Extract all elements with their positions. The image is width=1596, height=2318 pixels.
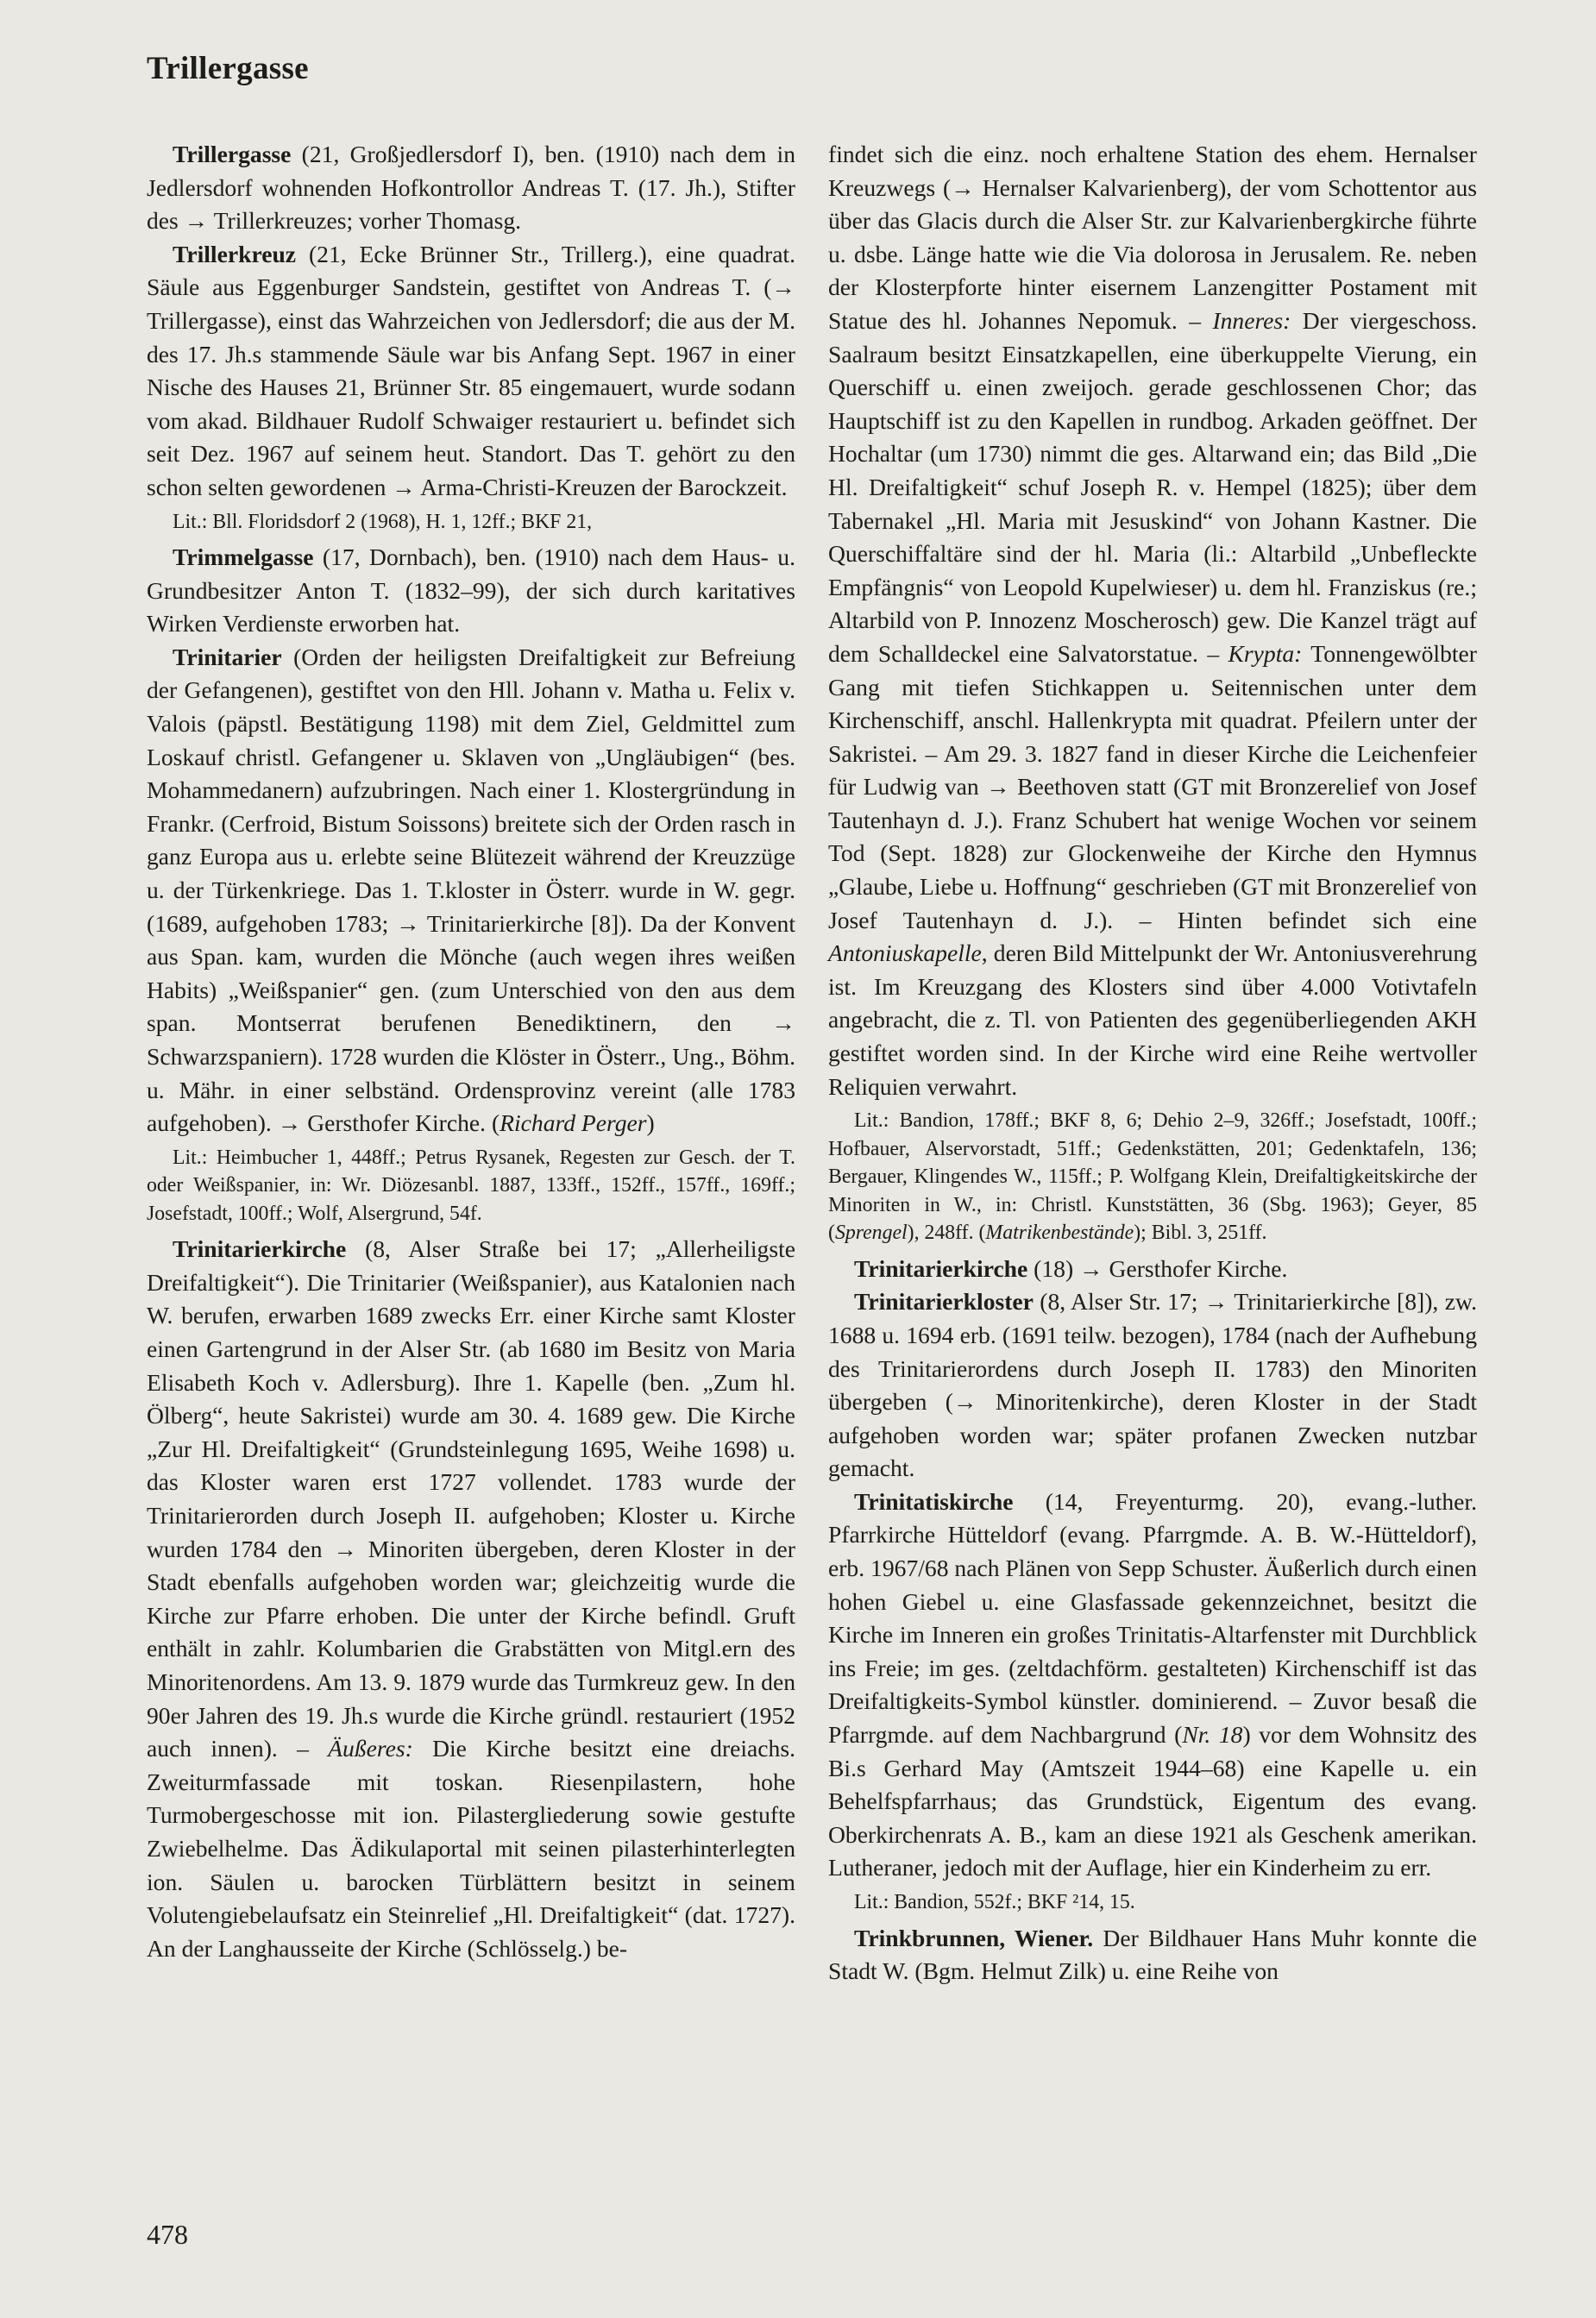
italic-text: Matrikenbestände xyxy=(985,1222,1134,1245)
dictionary-entry xyxy=(147,238,795,505)
entry-text: (8, Alser Straße bei 17; „Allerheiligste Dreifaltigkeit“). Die Trinitarier (Weißspanier), aus Katalonien nach W. berufen, erwarben 1689 zwecks Err. einer Kirche samt Kloster einen Gartengrund in der Alser Str. (ab 1680 im Besitz von Maria Elisabeth Koch v. Adlersburg). Ihre 1. Kapelle (ben. „Zum hl. Ölberg“, heute Sakristei) wurde am 30. 4. 1689 gew. Die Kirche „Zur Hl. Dreifaltigkeit“ (Grundsteinlegung 1695, Weihe 1698) u. das Kloster waren erst 1727 vollendet. 1783 wurde der Trinitarierorden durch Joseph II. aufgehoben; Kloster u. Kirche wurden 1784 den → Minoriten übergeben, deren Kloster in der Stadt ebenfalls aufgehoben worden war; gleichzeitig wurde die Kirche zur Pfarre erhoben. Die unter der Kirche befindl. Gruft enthält in zahlr. Kolumbarien die Grabstätten von Mitgl.ern des Minoritenordens. Am 13. 9. 1879 wurde das Turmkreuz gew. In den 90er Jahren des 19. Jh.s wurde die Kirche gründl. restauriert (1952 auch innen). – xyxy=(147,1235,795,1762)
entry-text: (17, Dornbach), ben. (1910) nach dem Haus- u. Grundbesitzer Anton T. (1832–99), der sich durch karitatives Wirken Verdienste erworben hat. xyxy=(147,543,795,638)
entry-text: Die Kirche besitzt eine dreiachs. Zweiturmfassade mit toskan. Riesenpilastern, hohe Turmobergeschosse mit ion. Pilastergliederung sowie gestufte Zwiebelhelme. Das Ädikulaportal mit seinen pilasterhinterlegten ion. Säulen u. barocken Türblättern besitzt in seinem Volutengiebelaufsatz ein Steinrelief „Hl. Dreifaltigkeit“ (dat. 1727). An der Langhausseite der Kirche (Schlösselg.) be- xyxy=(147,1735,795,1962)
entry-text: Der Bildhauer Hans Muhr konnte die Stadt W. (Bgm. Helmut Zilk) u. eine Reihe von xyxy=(828,1924,1477,1985)
literature-note xyxy=(828,1888,1477,1917)
entry-text: ) vor dem Wohnsitz des Bi.s Gerhard May (Amtszeit 1944–68) eine Kapelle u. ein Behelfspfarrhaus; das Grundstück, Eigentum des evang. Oberkirchenrats A. B., kam an diese 1921 als Geschenk amerikan. Lutheraner, jedoch mit der Auflage, hier ein Kinderheim zu err. xyxy=(828,1721,1478,1881)
dictionary-entry xyxy=(147,138,795,238)
italic-text: Richard Perger xyxy=(500,1109,647,1137)
entry-text: Lit.: Heimbucher 1, 448ff.; Petrus Rysanek, Regesten zur Gesch. der T. oder Weißspanier, in: Wr. Diözesanbl. 1887, 133ff., 152ff., 157ff., 169ff.; Josefstadt, 100ff.; Wolf, Alsergrund, 54f. xyxy=(147,1146,795,1225)
entry-headword: Trinitarier xyxy=(173,643,282,670)
dictionary-entry xyxy=(828,1486,1477,1885)
left-column xyxy=(147,138,795,1965)
right-column xyxy=(828,138,1477,1988)
entry-headword: Trinitarierkloster xyxy=(854,1288,1034,1316)
dictionary-entry xyxy=(147,641,795,1140)
entry-continuation xyxy=(828,138,1477,1103)
entry-text: findet sich die einz. noch erhaltene Station des ehem. Hernalser Kreuzwegs (→ Hernalser Kalvarienberg), der vom Schottentor aus über das Glacis durch die Alser Str. zur Kalvarienbergkirche führte u. dsbe. Länge hatte wie die Via dolorosa in Jerusalem. Re. neben der Klosterpforte hinter eisernem Lanzengitter Postament mit Statue des hl. Johannes Nepomuk. – xyxy=(828,141,1477,334)
italic-text: Krypta: xyxy=(1228,639,1303,667)
entry-text: (18) → Gersthofer Kirche. xyxy=(1027,1254,1288,1282)
entry-text: (21, Ecke Brünner Str., Trillerg.), eine quadrat. Säule aus Eggenburger Sandstein, gestiftet von Andreas T. (→ Trillergasse), einst das Wahrzeichen von Jedlersdorf; die aus der M. des 17. Jh.s stammende Säule war bis Anfang Sept. 1967 in einer Nische des Hauses 21, Brünner Str. 85 eingemauert, wurde sodann vom akad. Bildhauer Rudolf Schwaiger restauriert u. befindet sich seit Dez. 1967 auf seinem heut. Standort. Das T. gehört zu den schon selten gewordenen → Arma-Christi-Kreuzen der Barockzeit. xyxy=(147,240,795,500)
entry-headword: Trillergasse xyxy=(173,141,292,167)
running-head: Trillergasse xyxy=(147,51,309,86)
italic-text: Antoniuskapelle xyxy=(828,939,982,967)
entry-text: (8, Alser Str. 17; → Trinitarierkirche [8]), zw. 1688 u. 1694 erb. (1691 teilw. bezogen), 1784 (nach der Aufhebung des Trinitarierordens durch Joseph II. 1783) den Minoriten übergeben (→ Minoritenkirche), deren Kloster in der Stadt aufgehoben worden war; später profanen Zwecken nutzbar gemacht. xyxy=(828,1288,1477,1482)
italic-text: Sprengel xyxy=(834,1222,908,1245)
entry-text: , deren Bild Mittelpunkt der Wr. Antoniusverehrung ist. Im Kreuzgang des Klosters sind über 4.000 Votivtafeln angebracht, die z. Tl. von Patienten des gegenüberliegenden AKH gestiftet worden sind. In der Kirche wird eine Reihe wertvoller Reliquien verwahrt. xyxy=(828,939,1477,1100)
entry-headword: Trinitarierkirche xyxy=(173,1235,347,1263)
entry-text: Lit.: Bandion, 178ff.; BKF 8, 6; Dehio 2–9, 326ff.; Josefstadt, 100ff.; Hofbauer, Alservorstadt, 51ff.; Gedenkstätten, 201; Gedenktafeln, 136; Bergauer, Klingendes W., 115ff.; P. Wolfgang Klein, Dreifaltigkeitskirche der Minoriten in W., in: Christl. Kunststätten, 36 (Sbg. 1963); Geyer, 85 ( xyxy=(828,1109,1477,1245)
dictionary-entry xyxy=(828,1922,1477,1988)
entry-text: Der viergeschoss. Saalraum besitzt Einsatzkapellen, eine überkuppelte Vierung, ein Querschiff u. einen zweijoch. gerade geschlossenen Chor; das Hauptschiff ist zu den Kapellen in rundbog. Arkaden geöffnet. Der Hochaltar (um 1730) nimmt die ges. Altarwand ein; das Bild „Die Hl. Dreifaltigkeit“ schuf Joseph R. v. Hempel (1825); über dem Tabernakel „Hl. Maria mit Jesuskind“ von Johann Kastner. Die Querschiffaltäre sind der hl. Maria (li.: Altarbild „Unbefleckte Empfängnis“ von Leopold Kupelwieser) u. dem hl. Franziskus (re.; Altarbild von P. Innozenz Moscherosch) gew. Die Kanzel trägt auf dem Schalldeckel eine Salvatorstatue. – xyxy=(828,306,1478,667)
entry-text: ); Bibl. 3, 251ff. xyxy=(1134,1222,1267,1245)
literature-note xyxy=(828,1107,1477,1247)
dictionary-entry xyxy=(147,541,795,641)
entry-text: Tonnengewölbter Gang mit tiefen Stichkappen u. Seitennischen unter dem Kirchenschiff, anschl. Hallenkrypta mit quadrat. Pfeilern unter der Sakristei. – Am 29. 3. 1827 fand in dieser Kirche die Leichenfeier für Ludwig van → Beethoven statt (GT mit Bronzerelief von Josef Tautenhayn d. J.). Franz Schubert hat wenige Wochen vor seinem Tod (Sept. 1828) zur Glockenweihe der Kirche den Hymnus „Glaube, Liebe u. Hoffnung“ geschrieben (GT mit Bronzerelief von Josef Tautenhayn d. J.). – Hinten befindet sich eine xyxy=(828,639,1477,933)
entry-headword: Trinkbrunnen, Wiener. xyxy=(854,1924,1094,1951)
dictionary-entry xyxy=(828,1253,1477,1286)
italic-text: Nr. 18 xyxy=(1182,1721,1243,1749)
entry-headword: Trillerkreuz xyxy=(173,240,297,267)
entry-text: Lit.: Bll. Floridsdorf 2 (1968), H. 1, 12ff.; BKF 21, xyxy=(173,510,593,533)
italic-text: Äußeres: xyxy=(328,1735,413,1762)
entry-headword: Trinitatiskirche xyxy=(854,1487,1014,1515)
entry-headword: Trimmelgasse xyxy=(173,543,314,571)
italic-text: Inneres: xyxy=(1212,306,1291,334)
entry-text: ), 248ff. ( xyxy=(907,1222,986,1245)
entry-text: ) xyxy=(646,1109,655,1137)
entry-text: (14, Freyenturmg. 20), evang.-luther. Pfarrkirche Hütteldorf (evang. Pfarrgmde. A. B. W.-Hütteldorf), erb. 1967/68 nach Plänen von Sepp Schuster. Äußerlich durch einen hohen Giebel u. eine Glasfassade gekennzeichnet, besitzt die Kirche im Inneren ein großes Trinitatis-Altarfenster mit Durchblick ins Freie; im ges. (zeltdachförm. gestalteten) Kirchenschiff ist das Dreifaltigkeits-Symbol künstler. dominierend. – Zuvor besaß die Pfarrgmde. auf dem Nachbargrund ( xyxy=(828,1487,1477,1749)
dictionary-entry xyxy=(147,1233,795,1965)
page-number: 478 xyxy=(147,2219,188,2250)
entry-text: Lit.: Bandion, 552f.; BKF ²14, 15. xyxy=(854,1891,1135,1913)
entry-text: (Orden der heiligsten Dreifaltigkeit zur Befreiung der Gefangenen), gestiftet von den Hll. Johann v. Matha u. Felix v. Valois (päpstl. Bestätigung 1198) mit dem Ziel, Geldmittel zum Loskauf christl. Gefangener u. Sklaven von „Ungläubigen“ (bes. Mohammedanern) aufzubringen. Nach einer 1. Klostergründung in Frankr. (Cerfroid, Bistum Soissons) breitete sich der Orden rasch in ganz Europa aus u. erlebte seine Blütezeit während der Kreuzzüge u. der Türkenkriege. Das 1. T.kloster in Österr. wurde in W. gegr. (1689, aufgehoben 1783; → Trinitarierkirche [8]). Da der Konvent aus Span. kam, wurden die Mönche (auch wegen ihres weißen Habits) „Weißspanier“ gen. (zum Unterschied von den aus dem span. Montserrat berufenen Benediktinern, den → Schwarzspaniern). 1728 wurden die Klöster in Österr., Ung., Böhm. u. Mähr. in einer selbständ. Ordensprovinz vereint (alle 1783 aufgehoben). → Gersthofer Kirche. ( xyxy=(147,643,795,1137)
dictionary-entry xyxy=(828,1285,1477,1486)
entry-headword: Trinitarierkirche xyxy=(854,1254,1028,1282)
literature-note xyxy=(147,508,795,537)
literature-note xyxy=(147,1144,795,1228)
entry-text: (21, Großjedlersdorf I), ben. (1910) nach dem in Jedlersdorf wohnenden Hofkontrollor Andreas T. (17. Jh.), Stifter des → Trillerkreuzes; vorher Thomasg. xyxy=(147,141,795,235)
